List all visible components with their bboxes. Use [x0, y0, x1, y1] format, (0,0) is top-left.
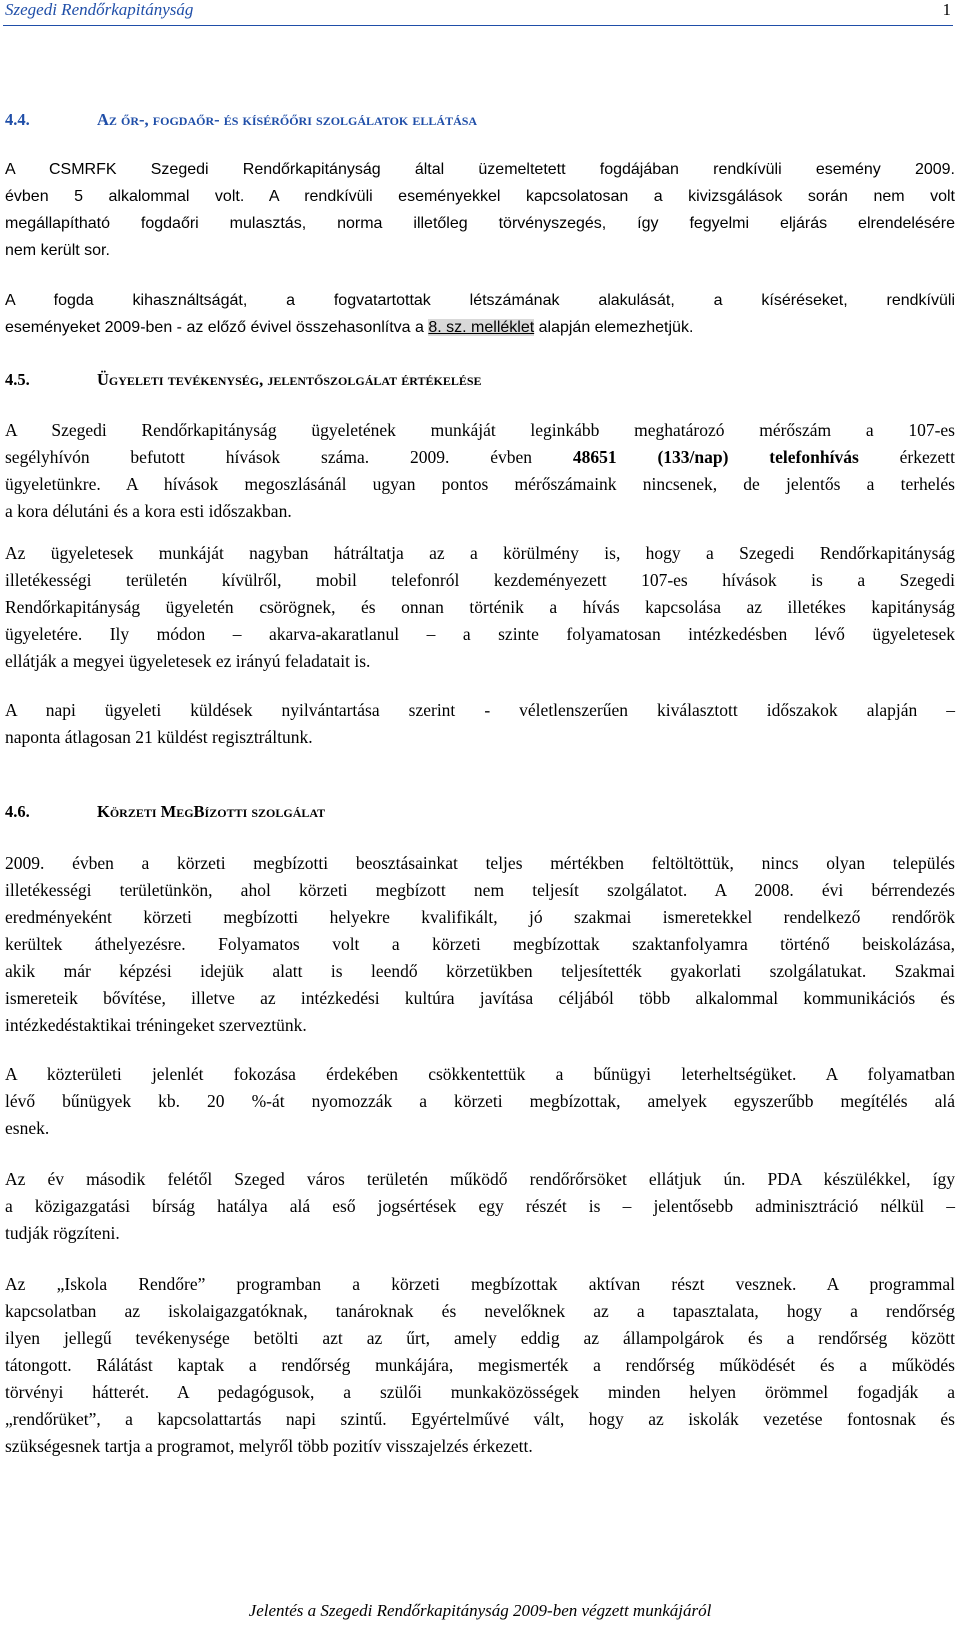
text-line: tudják rögzíteni. [5, 1223, 120, 1243]
paragraph-4-5-2 [5, 540, 955, 675]
text-line: kerültek áthelyezésre. Folyamatos volt a körzeti megbízottak szaktanfolyamra történő beiskolázása, [5, 934, 955, 954]
section-title: Ügyeleti tevékenység, jelentőszolgálat értékelése [97, 370, 482, 389]
call-count: 48651 (133/nap) telefonhívás [572, 447, 859, 467]
running-header [5, 0, 953, 22]
text-line: nem került sor. [5, 242, 110, 259]
paragraph-4-6-4 [5, 1271, 955, 1460]
paragraph-4-4-1 [5, 156, 955, 264]
text-line: A Szegedi Rendőrkapitányság ügyeletének munkáját leginkább meghatározó mérőszám a 107-es [5, 420, 955, 440]
text-line: a kora délutáni és a kora esti időszakban. [5, 501, 292, 521]
text-line: akik már képzési idejük alatt is leendő körzetükben teljesítették gyakorlati szolgálatukat. Szakmai [5, 961, 955, 981]
text-line: eredményeként körzeti megbízotti helyekre kvalifikált, jó szakmai ismeretekkel rendelkező rendőrök [5, 907, 955, 927]
text-line: Rendőrkapitányság ügyeletén csörögnek, és onnan történik a hívás kapcsolása az illetékes kapitányság [5, 597, 955, 617]
text-line: lévő bűnügyek kb. 20 %-át nyomozzák a körzeti megbízottak, amelyek egyszerűbb megítélés alá [5, 1091, 955, 1111]
section-heading-4-5 [5, 370, 482, 390]
section-heading-4-6 [5, 802, 326, 822]
text-line: intézkedéstaktikai tréningeket szerveztünk. [5, 1015, 307, 1035]
paragraph-4-6-1 [5, 850, 955, 1039]
running-footer: Jelentés a Szegedi Rendőrkapitányság 2009-ben végzett munkájáról [248, 1601, 712, 1620]
section-number: 4.6. [5, 802, 30, 821]
text-line: illetékességi területén kívülről, mobil telefonról kezdeményezett 107-es hívások is a Szegedi [5, 570, 955, 590]
text-line: eseményeket 2009-ben - az előző évivel összehasonlítva a 8. sz. melléklet alapján elemezhetjük. [5, 319, 694, 336]
text-line: naponta átlagosan 21 küldést regisztráltunk. [5, 727, 313, 747]
page-number: 1 [942, 0, 951, 19]
text-line: törvényi hátterét. A pedagógusok, a szülői munkaközösségek minden helyen örömmel fogadják a [5, 1382, 955, 1402]
text-line: segélyhívón befutott hívások száma. 2009. évben 48651 (133/nap) telefonhívás érkezett [5, 447, 955, 467]
text-line: ellátják a megyei ügyeletesek ez irányú feladatait is. [5, 651, 371, 671]
text-line: ügyeletére. Ily módon – akarva-akaratlanul – a szinte folyamatosan intézkedésben lévő ügyeletesek [5, 624, 955, 644]
annex-link[interactable]: 8. sz. melléklet [428, 319, 535, 336]
paragraph-4-6-2 [5, 1061, 955, 1142]
text-line: szükségesnek tartja a programot, melyről több pozitív visszajelzés érkezett. [5, 1436, 533, 1456]
text-line: 2009. évben a körzeti megbízotti beosztásainkat teljes mértékben feltöltöttük, nincs olyan település [5, 853, 955, 873]
section-title: Körzeti MegBízotti szolgálat [97, 802, 326, 821]
header-title: Szegedi Rendőrkapitányság [5, 0, 194, 19]
section-title: Az őr-, fogdaőr- és kísérőőri szolgálatok ellátása [97, 110, 478, 129]
text-line: a közigazgatási bírság hatálya alá eső jogsértések egy részét is – jelentősebb adminisztráció nélkül – [5, 1196, 955, 1216]
paragraph-4-6-3 [5, 1166, 955, 1247]
text-line: A fogda kihasználtságát, a fogvatartottak létszámának alakulását, a kíséréseket, rendkívüli [5, 292, 955, 309]
text-line: Az év második felétől Szeged város területén működő rendőrőrsöket ellátjuk ún. PDA készülékkel, így [5, 1169, 955, 1189]
text-line: Az ügyeletesek munkáját nagyban hátráltatja az a körülmény is, hogy a Szegedi Rendőrkapitányság [5, 543, 955, 563]
text-line: A napi ügyeleti küldések nyilvántartása szerint - véletlenszerűen kiválasztott időszakok alapján – [5, 700, 955, 720]
text-line: ismereteik bővítése, illetve az intézkedési kultúra javítása céljából több alkalommal kommunikációs és [5, 988, 955, 1008]
text-line: ügyeletünkre. A hívások megoszlásánál ugyan pontos mérőszámaink nincsenek, de jelentős a terhelés [5, 474, 955, 494]
paragraph-4-5-1 [5, 417, 955, 525]
text-line: Az „Iskola Rendőre” programban a körzeti megbízottak aktívan részt vesznek. A programmal [5, 1274, 955, 1294]
section-heading-4-4 [5, 110, 478, 130]
section-number: 4.5. [5, 370, 30, 389]
text-line: kapcsolatban az iskolaigazgatóknak, tanároknak és nevelőknek az a tapasztalata, hogy a rendőrség [5, 1301, 955, 1321]
header-divider [3, 25, 953, 26]
text-line: ilyen jellegű tevékenysége betölti azt az űrt, amely eddig az állampolgárok és a rendőrség között [5, 1328, 955, 1348]
text-line: esnek. [5, 1118, 50, 1138]
text-line: évben 5 alkalommal volt. A rendkívüli eseményekkel kapcsolatosan a kivizsgálások során nem volt [5, 188, 955, 205]
text-line: A közterületi jelenlét fokozása érdekében csökkentettük a bűnügyi leterheltségüket. A folyamatban [5, 1064, 955, 1084]
text-line: tátongott. Rálátást kaptak a rendőrség munkájára, megismerték a rendőrség működését és a működés [5, 1355, 955, 1375]
text-line: „rendőrüket”, a kapcsolattartás napi szintű. Egyértelművé vált, hogy az iskolák vezetése fontosnak és [5, 1409, 955, 1429]
paragraph-4-4-2 [5, 287, 955, 341]
text-line: megállapítható fogdaőri mulasztás, norma illetőleg törvényszegés, így fegyelmi eljárás elrendelésére [5, 215, 955, 232]
text-line: A CSMRFK Szegedi Rendőrkapitányság által üzemeltetett fogdájában rendkívüli esemény 2009. [5, 161, 955, 178]
section-number: 4.4. [5, 110, 30, 129]
text-line: illetékességi területünkön, ahol körzeti megbízott nem teljesít szolgálatot. A 2008. évi bérrendezés [5, 880, 955, 900]
paragraph-4-5-3 [5, 697, 955, 751]
